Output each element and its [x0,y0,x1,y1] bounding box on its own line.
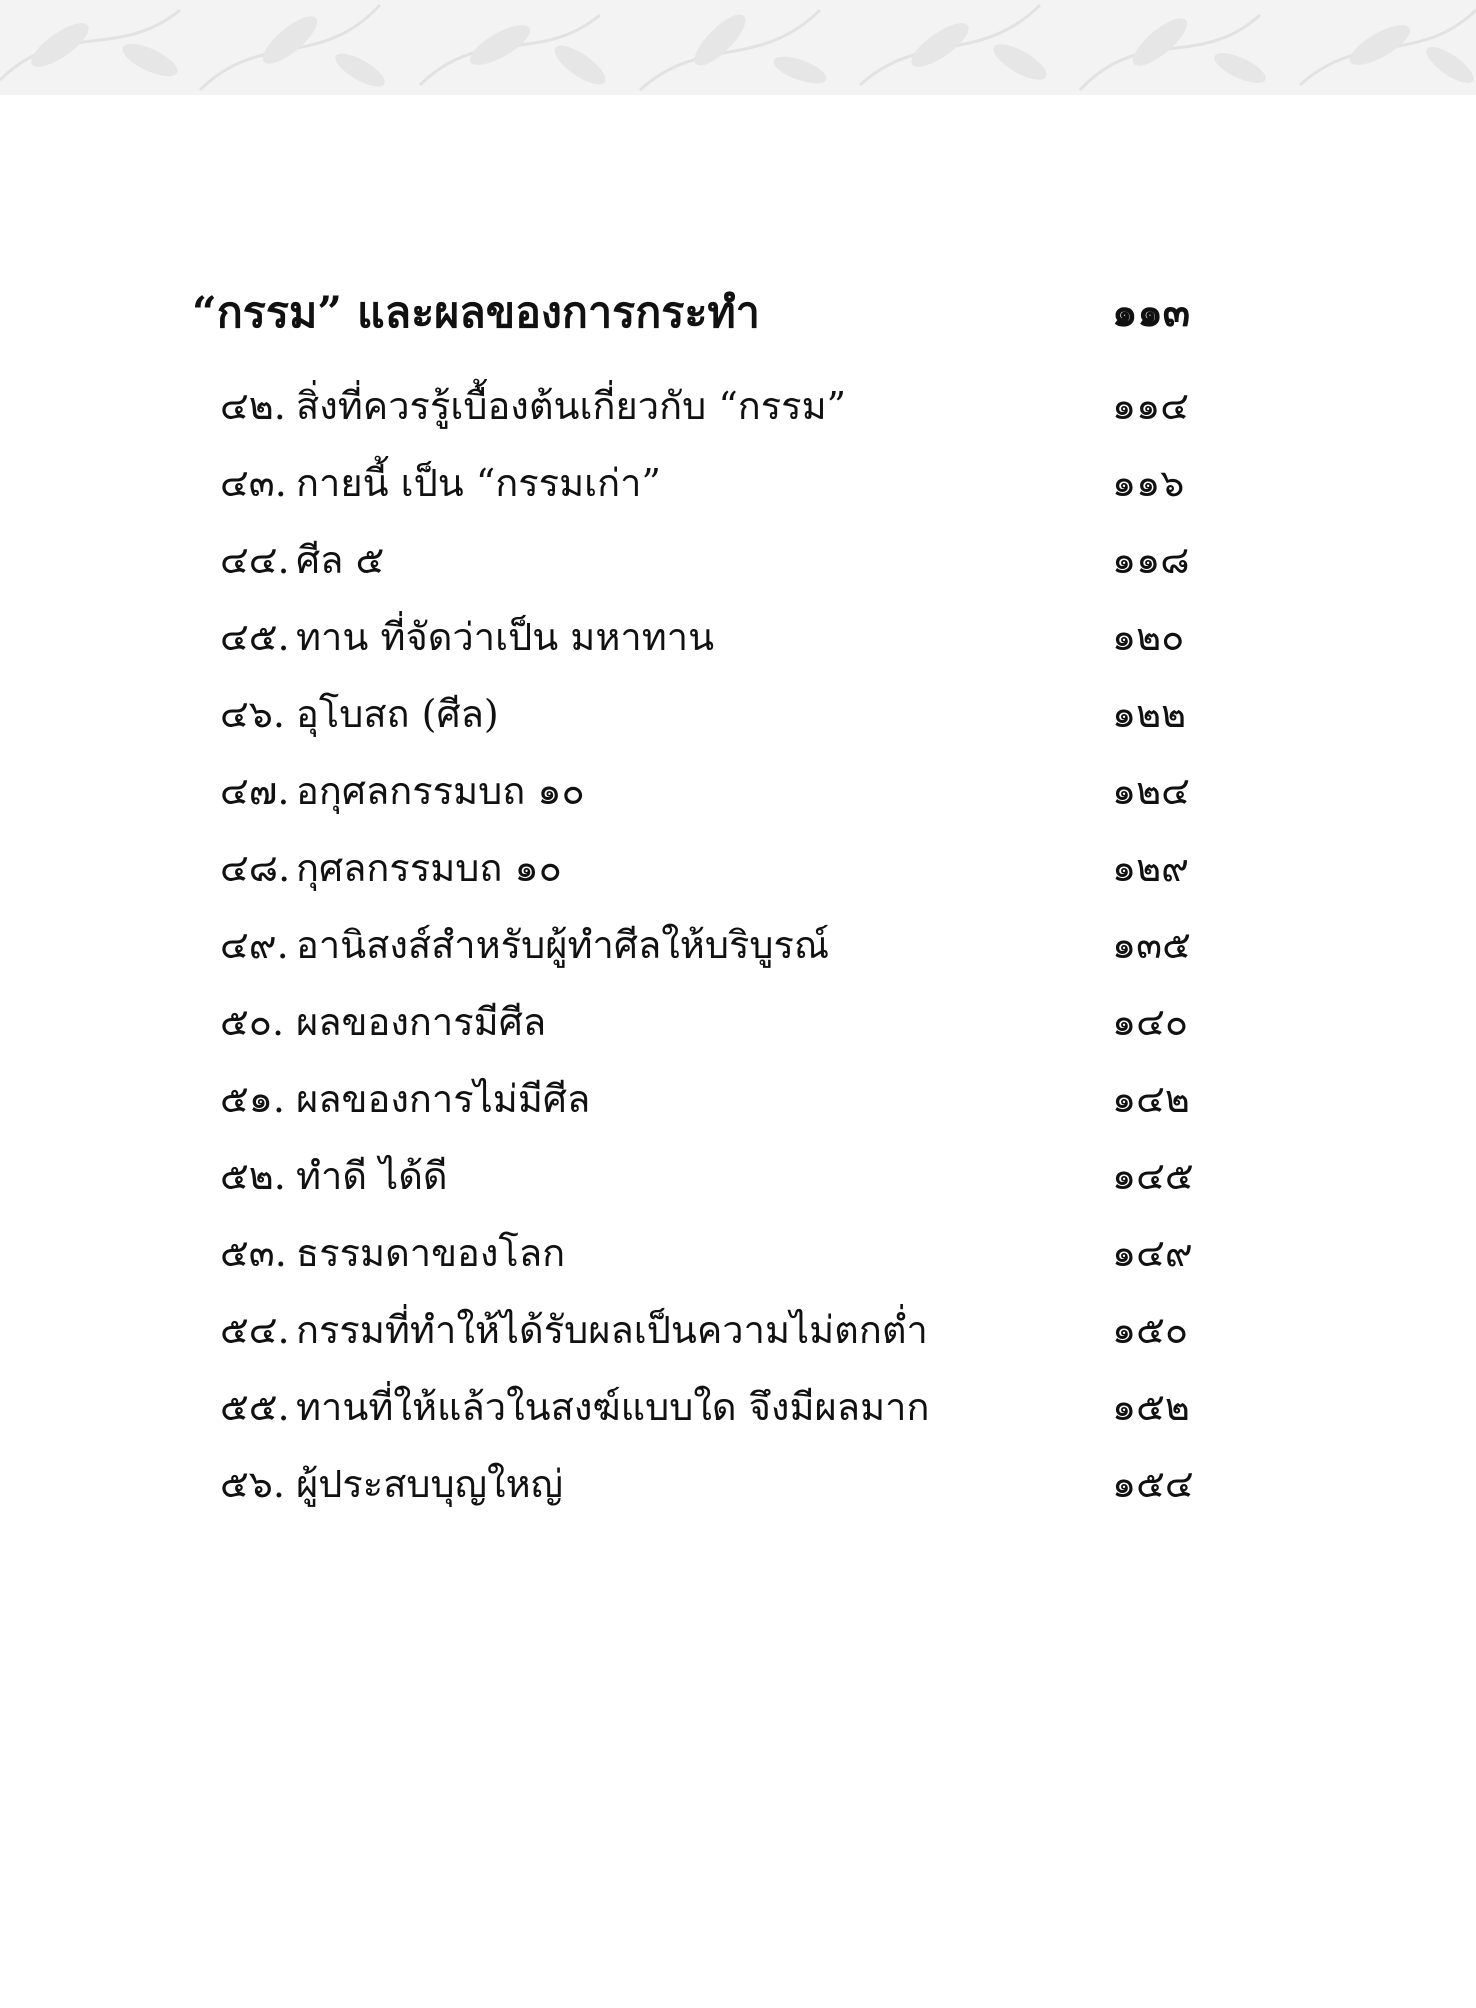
leaf-pattern-icon [0,0,1476,95]
entry-page-number: ๑๔๐ [1112,1000,1189,1044]
toc-entry[interactable] [0,917,1476,994]
decorative-leaf-header [0,0,1476,95]
entry-title: ผู้ประสบบุญใหญ่ [296,1462,564,1506]
entry-number: ๔๔. [220,538,290,582]
entry-number: ๕๑. [220,1077,285,1121]
toc-entry[interactable] [0,1302,1476,1379]
entry-page-number: ๑๑๘ [1112,538,1190,582]
entry-title: อุโบสถ (ศีล) [296,692,499,736]
entry-number: ๕๖. [220,1462,285,1506]
entry-number: ๔๖. [220,692,285,736]
entry-number: ๔๗. [220,769,290,813]
entry-number: ๔๙. [220,923,289,967]
entry-title: ผลของการมีศีล [296,1000,547,1044]
entry-title: ทำดี ได้ดี [296,1154,448,1198]
entry-number: ๕๓. [220,1231,287,1275]
entry-title: อานิสงส์สำหรับผู้ทำศีลให้บริบูรณ์ [296,923,830,967]
entry-number: ๔๓. [220,461,287,505]
toc-entry[interactable] [0,1456,1476,1533]
entry-number: ๕๐. [220,1000,285,1044]
entry-title: ศีล ๕ [296,538,385,582]
entry-title: อกุศลกรรมบถ ๑๐ [296,769,585,813]
entry-title: ทาน ที่จัดว่าเป็น มหาทาน [296,615,715,659]
entry-title: ผลของการไม่มีศีล [296,1077,591,1121]
toc-entry[interactable] [0,532,1476,609]
entry-title: สิ่งที่ควรรู้เบื้องต้นเกี่ยวกับ “กรรม” [296,384,847,428]
entry-page-number: ๑๔๙ [1112,1231,1193,1275]
entry-page-number: ๑๑๖ [1112,461,1185,505]
entry-number: ๔๕. [220,615,290,659]
entry-number: ๕๔. [220,1308,290,1352]
entry-title: กุศลกรรมบถ ๑๐ [296,846,562,890]
entry-number: ๕๕. [220,1385,290,1429]
toc-entry[interactable] [0,609,1476,686]
entry-title: ธรรมดาของโลก [296,1231,566,1275]
entry-title: กรรมที่ทำให้ได้รับผลเป็นความไม่ตกต่ำ [296,1308,928,1352]
entry-title: ทานที่ให้แล้วในสงฆ์แบบใด จึงมีผลมาก [296,1385,930,1429]
section-page-number: ๑๑๓ [1112,289,1191,336]
entry-page-number: ๑๑๔ [1112,384,1190,428]
entry-number: ๔๒. [220,384,286,428]
entry-title: กายนี้ เป็น “กรรมเก่า” [296,461,661,505]
toc-entry[interactable] [0,455,1476,532]
section-title: “กรรม” และผลของการกระทำ [192,288,760,338]
toc-entry[interactable] [0,1148,1476,1225]
toc-entry[interactable] [0,1071,1476,1148]
entry-page-number: ๑๔๒ [1112,1077,1190,1121]
entry-number: ๕๒. [220,1154,286,1198]
entry-page-number: ๑๒๒ [1112,692,1187,736]
toc-entry[interactable] [0,1379,1476,1456]
entry-page-number: ๑๔๕ [1112,1154,1194,1198]
toc-entry[interactable] [0,686,1476,763]
entry-page-number: ๑๕๒ [1112,1385,1190,1429]
toc-entry[interactable] [0,763,1476,840]
toc-entry[interactable] [0,378,1476,455]
toc-entry[interactable] [0,994,1476,1071]
entry-page-number: ๑๒๙ [1112,846,1190,890]
toc-entry[interactable] [0,1225,1476,1302]
toc-list [0,378,1476,1533]
entry-page-number: ๑๕๔ [1112,1462,1194,1506]
entry-number: ๔๘. [220,846,291,890]
entry-page-number: ๑๒๐ [1112,615,1185,659]
entry-page-number: ๑๕๐ [1112,1308,1189,1352]
entry-page-number: ๑๒๔ [1112,769,1190,813]
toc-entry[interactable] [0,840,1476,917]
entry-page-number: ๑๓๕ [1112,923,1191,967]
